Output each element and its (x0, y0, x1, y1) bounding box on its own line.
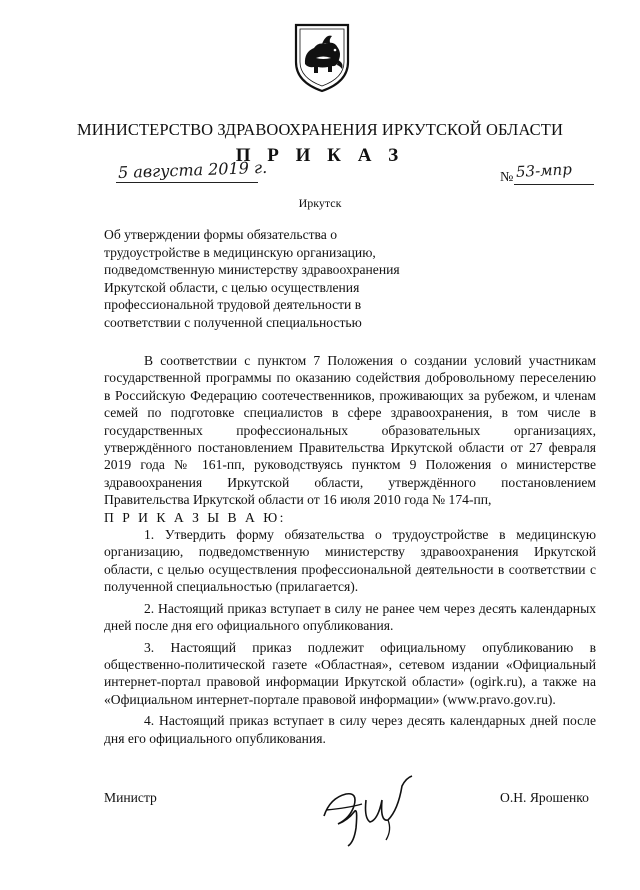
preamble-paragraph: В соответствии с пунктом 7 Положения о создании условий участникам государственной программы по оказанию содействия добровольному переселению в Российскую Федерацию соотечественников, проживающих за рубежом, и членам семей по подготовке специалистов в сфере здравоохранения, в том числе в государственных профессиональных образовательных организациях, утверждённого постановлением Правительства Иркутской области от 27 февраля 2019 года № 161-пп, руководствуясь пунктом 9 Положения о министерстве здравоохранения Иркутской области, утверждённого постановлением Правительства Иркутской области от 16 июля 2010 года № 174-пп, (104, 353, 596, 508)
irkutsk-coat-of-arms-icon (292, 22, 352, 94)
subject-line: соответствии с полученной специальностью (104, 314, 362, 330)
subject-line: профессиональной трудовой деятельности в (104, 297, 362, 313)
city-name: Иркутск (298, 196, 342, 210)
signatory-title: Министр (104, 790, 157, 805)
order-subject (104, 226, 434, 332)
subject-line: трудоустройстве в медицинскую организацию, (104, 244, 376, 260)
order-number: 53-мпр (515, 160, 573, 181)
document-type: П Р И К А З (235, 145, 405, 166)
signatory-name: О.Н. Ярошенко (500, 790, 589, 805)
date-underline (116, 182, 258, 183)
order-item: 1. Утвердить форму обязательства о трудоустройстве в медицинскую организацию, подведомственную министерству здравоохранения Иркутской области, с целью осуществления профессиональной деятельности в соответствии с полученной специальностью (прилагается). (104, 527, 596, 595)
order-item: 4. Настоящий приказ вступает в силу через десять календарных дней после дня его официального опубликования. (104, 713, 596, 746)
subject-line: Иркутской области, с целью осуществления (104, 279, 360, 295)
subject-line: Об утверждении формы обязательства о (104, 227, 338, 242)
number-label: № (500, 170, 514, 185)
order-date: 5 августа 2019 г. (117, 157, 268, 182)
ministry-name: МИНИСТЕРСТВО ЗДРАВООХРАНЕНИЯ ИРКУТСКОЙ ОБЛАСТИ (77, 120, 563, 139)
order-body (104, 352, 596, 747)
order-item: 3. Настоящий приказ подлежит официальному опубликованию в общественно-политической газете «Областная», сетевом издании «Официальный интернет-портал правовой информации Иркутской области» (ogirk.ru), а также на «Официальном интернет-портале правовой информации» (www.pravo.gov.ru). (104, 639, 596, 707)
handwritten-signature-icon (318, 770, 422, 850)
order-item: 2. Настоящий приказ вступает в силу не ранее чем через десять календарных дней после дня его официального опубликования. (104, 600, 596, 634)
number-underline (514, 184, 594, 185)
order-command: П Р И К А З Ы В А Ю: (104, 509, 286, 525)
subject-line: подведомственную министерству здравоохранения (104, 262, 400, 278)
